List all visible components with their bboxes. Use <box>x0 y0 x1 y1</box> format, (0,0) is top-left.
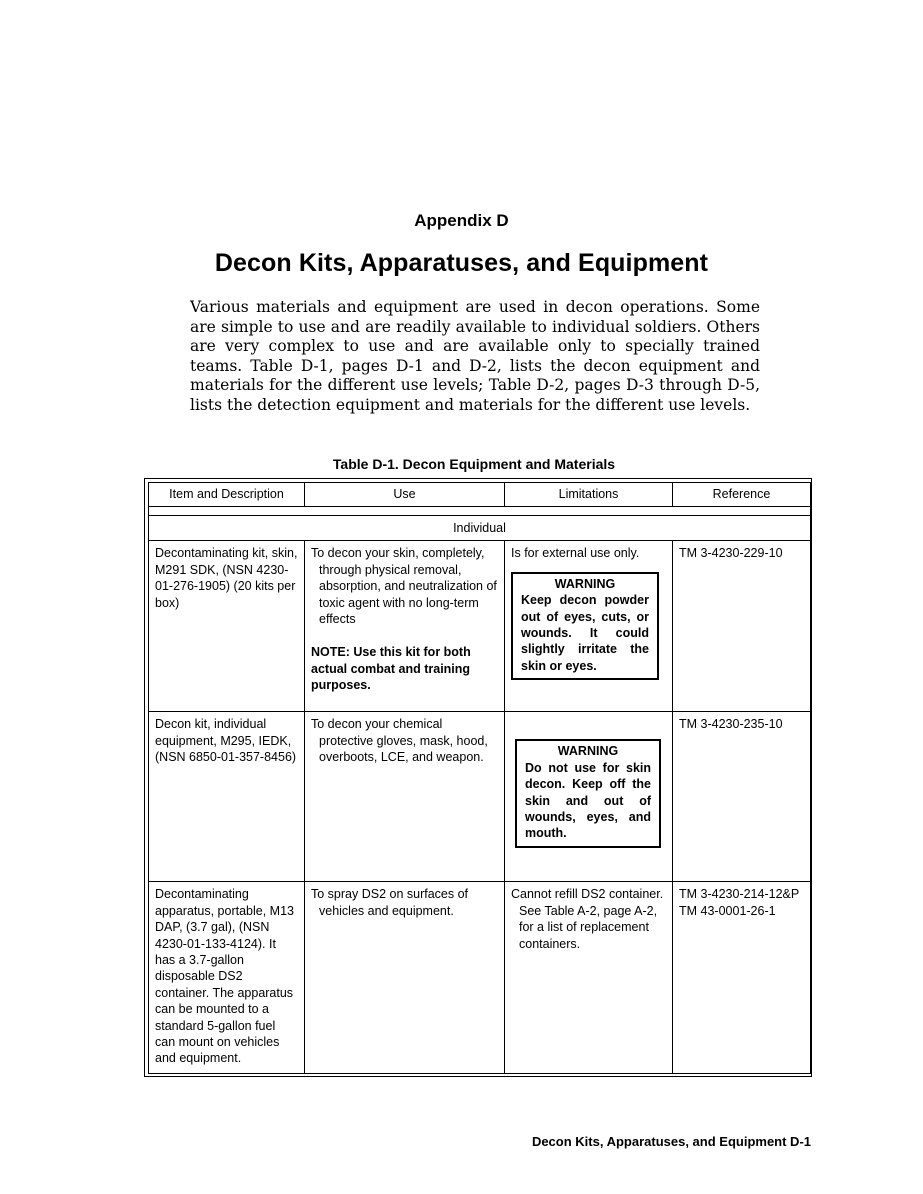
use-cell <box>305 882 505 1074</box>
reference-cell <box>673 712 811 882</box>
use-cell <box>305 712 505 882</box>
usage-note: NOTE: Use this kit for both actual combat and training purposes. <box>311 645 471 693</box>
reference-text: TM 43-0001-26-1 <box>679 903 776 918</box>
use-text: To spray DS2 on surfaces of vehicles and equipment. <box>311 887 469 918</box>
table-caption: Table D-1. Decon Equipment and Materials <box>332 456 616 472</box>
header-gap <box>149 507 811 516</box>
warning-text: Do not use for skin decon. Keep off the skin and out of wounds, eyes, and mouth. <box>525 760 651 841</box>
warning-box <box>511 572 659 680</box>
limitation-text: Is for external use only. <box>511 546 640 561</box>
warning-text: Keep decon powder out of eyes, cuts, or wounds. It could slightly irritate the skin or eyes. <box>521 593 649 673</box>
limitations-cell <box>505 541 673 712</box>
item-cell: Decon kit, individual equipment, M295, IEDK, (NSN 6850-01-357-8456) <box>149 712 305 882</box>
reference-text: TM 3-4230-229-10 <box>679 546 783 561</box>
page-footer: Decon Kits, Apparatuses, and Equipment D-1 <box>531 1134 811 1149</box>
header-item: Item and Description <box>149 483 305 507</box>
table-header-row <box>149 483 811 507</box>
warning-title: WARNING <box>557 744 619 759</box>
appendix-label: Appendix D <box>414 211 509 230</box>
section-label: Individual <box>149 516 811 541</box>
intro-paragraph: Various materials and equipment are used in decon operations. Some are simple to use and are readily available to individual soldiers. Others are very complex to use and are available only to specially trained teams. Table D-1, pages D-1 and D-2, lists the decon equipment and materials for the different use levels; Table D-2, pages D-3 through D-5, lists the detection equipment and materials for the different use levels. <box>190 298 760 414</box>
limitation-text: Cannot refill DS2 container. See Table A-2, page A-2, for a list of replacement containers. <box>511 887 664 951</box>
decon-equipment-table <box>148 482 811 1074</box>
table-row <box>149 882 811 1074</box>
reference-text: TM 3-4230-235-10 <box>679 717 783 732</box>
item-cell: Decontaminating apparatus, portable, M13 DAP, (3.7 gal), (NSN 4230-01-133-4124). It has a 3.7-gallon disposable DS2 container. The apparatus can be mounted to a standard 5-gallon fuel can mount on vehicles and equipment. <box>149 882 305 1074</box>
reference-cell <box>673 882 811 1074</box>
use-cell <box>305 541 505 712</box>
warning-box <box>515 739 661 847</box>
table-row <box>149 712 811 882</box>
header-limitations: Limitations <box>505 483 673 507</box>
limitations-cell <box>505 712 673 882</box>
reference-cell <box>673 541 811 712</box>
item-cell: Decontaminating kit, skin, M291 SDK, (NSN 4230-01-276-1905) (20 kits per box) <box>149 541 305 712</box>
table-row <box>149 541 811 712</box>
page-title: Decon Kits, Apparatuses, and Equipment <box>214 249 709 277</box>
warning-title: WARNING <box>554 576 616 591</box>
section-row <box>149 516 811 541</box>
limitations-cell <box>505 882 673 1074</box>
reference-text: TM 3-4230-214-12&P <box>679 887 800 902</box>
use-text: To decon your skin, completely, through physical removal, absorption, and neutralization of toxic agent with no long-term effects <box>311 546 497 627</box>
header-use: Use <box>305 483 505 507</box>
use-text: To decon your chemical protective gloves, mask, hood, overboots, LCE, and weapon. <box>311 717 488 765</box>
header-reference: Reference <box>673 483 811 507</box>
